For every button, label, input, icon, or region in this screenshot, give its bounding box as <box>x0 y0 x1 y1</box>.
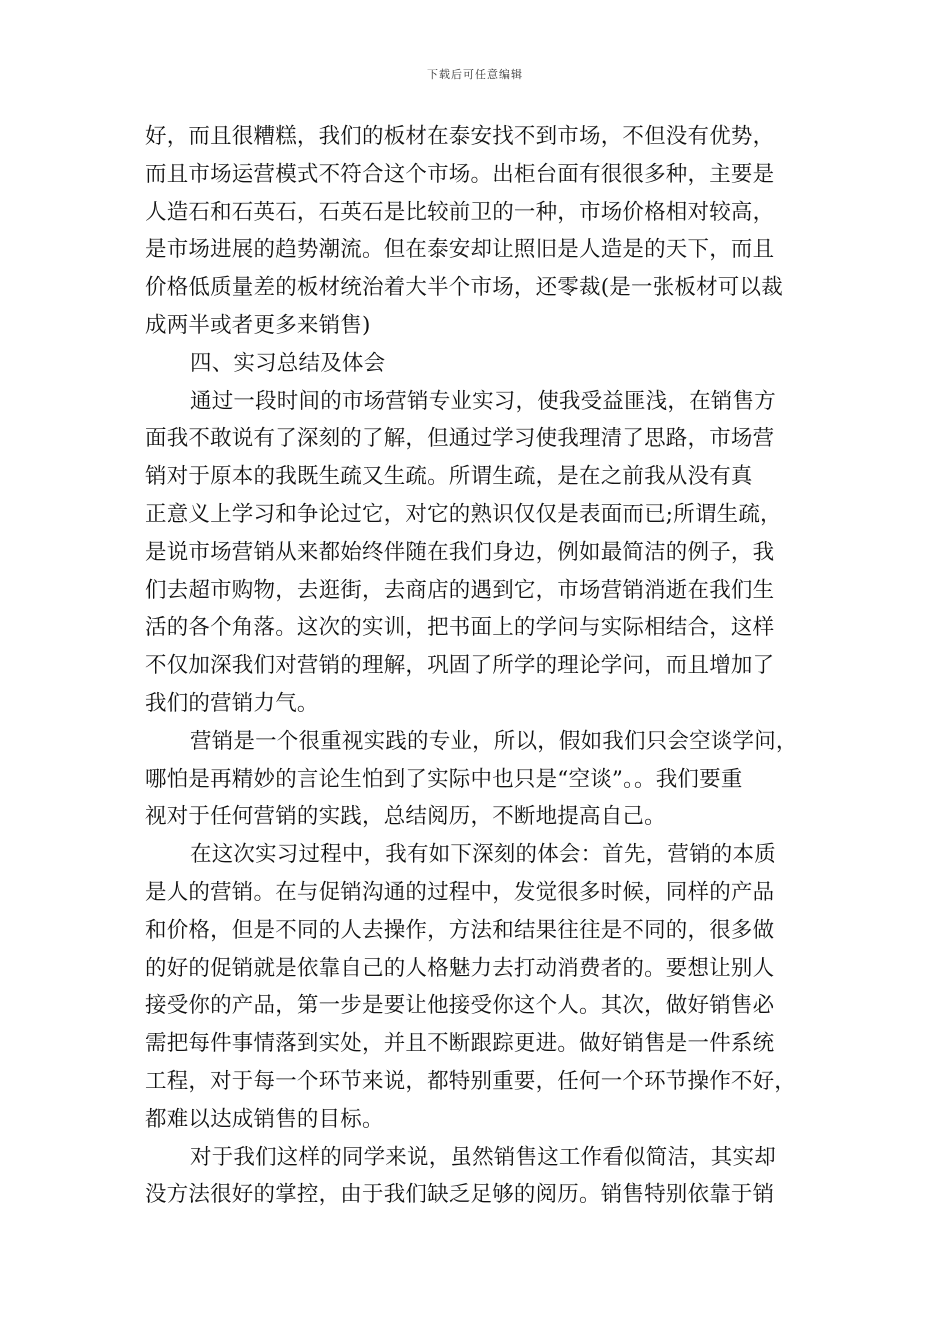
text-line: 没方法很好的掌控，由于我们缺乏足够的阅历。销售特别依靠于销 <box>145 1182 775 1208</box>
text-line: 我们的营销力气。 <box>145 690 319 716</box>
text-line: 销对于原本的我既生疏又生疏。所谓生疏，是在之前我从没有真 <box>145 464 753 490</box>
document-body <box>145 118 813 1214</box>
text-line: 在这次实习过程中，我有如下深刻的体会：首先，营销的本质 <box>190 842 776 868</box>
text-line: 面我不敢说有了深刻的了解，但通过学习使我理清了思路，市场营 <box>145 426 775 452</box>
text-line: 人造石和石英石，石英石是比较前卫的一种，市场价格相对较高， <box>145 199 775 225</box>
text-line: 好，而且很糟糕，我们的板材在泰安找不到市场，不但没有优势， <box>145 124 775 149</box>
text-line: 工程，对于每一个环节来说，都特别重要，任何一个环节操作不好， <box>145 1068 797 1094</box>
text-line: 是人的营销。在与促销沟通的过程中，发觉很多时候，同样的产品 <box>145 879 775 905</box>
text-line: 接受你的产品，第一步是要让他接受你这个人。其次，做好销售必 <box>145 993 775 1019</box>
text-line: 不仅加深我们对营销的理解，巩固了所学的理论学问，而且增加了 <box>145 653 775 679</box>
text-line: 哪怕是再精妙的言论生怕到了实际中也只是“空谈”。。我们要重 <box>145 766 743 792</box>
text-line: 成两半或者更多来销售) <box>145 312 371 338</box>
page-header: 下载后可任意编辑 <box>427 68 523 81</box>
text-line: 都难以达成销售的目标。 <box>145 1106 384 1132</box>
text-line: 视对于任何营销的实践，总结阅历，不断地提高自己。 <box>145 804 666 830</box>
text-line: 对于我们这样的同学来说，虽然销售这工作看似简洁，其实却 <box>190 1144 776 1170</box>
text-line: 的好的促销就是依靠自己的人格魅力去打动消费者的。要想让别人 <box>145 955 775 981</box>
text-line: 四、实习总结及体会 <box>190 350 386 376</box>
text-line: 是市场进展的趋势潮流。但在泰安却让照旧是人造是的天下，而且 <box>145 237 775 263</box>
text-line: 而且市场运营模式不符合这个市场。出柜台面有很很多种，主要是 <box>145 161 775 187</box>
text-line: 活的各个角落。这次的实训，把书面上的学问与实际相结合，这样 <box>145 615 775 641</box>
text-line: 通过一段时间的市场营销专业实习，使我受益匪浅，在销售方 <box>190 388 776 414</box>
text-line: 营销是一个很重视实践的专业，所以，假如我们只会空谈学问， <box>190 728 798 754</box>
text-line: 正意义上学习和争论过它，对它的熟识仅仅是表面而已;所谓生疏， <box>145 501 782 527</box>
text-line: 需把每件事情落到实处，并且不断跟踪更进。做好销售是一件系统 <box>145 1031 775 1057</box>
text-line: 们去超市购物，去逛街，去商店的遇到它，市场营销消逝在我们生 <box>145 577 775 603</box>
text-line: 价格低质量差的板材统治着大半个市场，还零裁(是一张板材可以裁 <box>145 275 783 301</box>
text-line: 是说市场营销从来都始终伴随在我们身边，例如最简洁的例子，我 <box>145 539 775 565</box>
text-line: 和价格，但是不同的人去操作，方法和结果往往是不同的，很多做 <box>145 917 775 943</box>
